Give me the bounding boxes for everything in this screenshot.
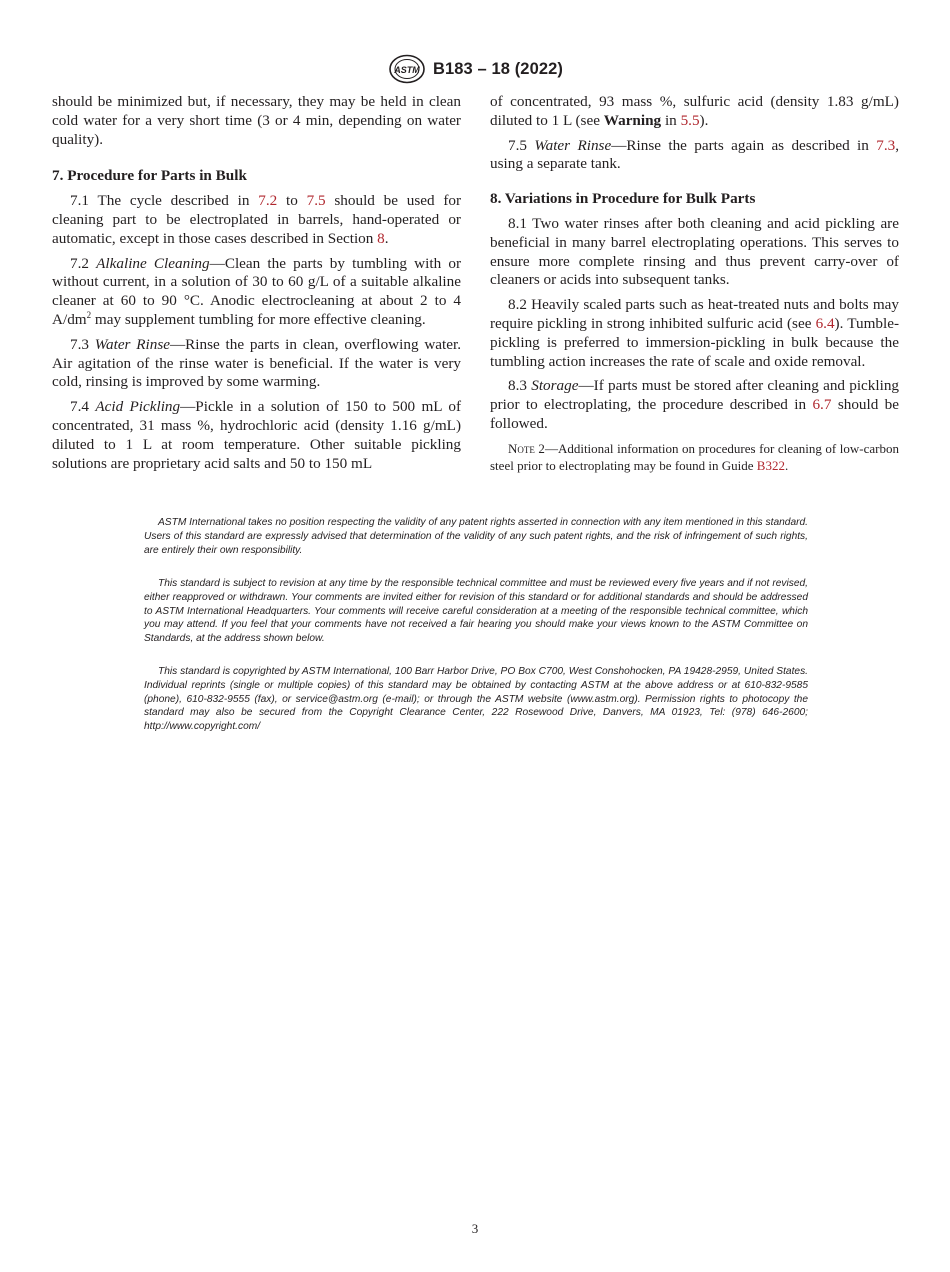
xref-section-8-link[interactable]: 8: [377, 229, 385, 247]
section-7-heading: 7. Procedure for Parts in Bulk: [52, 167, 247, 185]
paragraph-7-2: 7.2 Alkaline Cleaning—Clean the parts by tumbling with or without current, in a solution of 30 to 60 g/L of a suitable alkaline cleaner at 60 to 90 °C. Anodic electrocleaning at about 2 to 4 $A/dm^2$ may supplement tumbling for more effective cleaning.: [52, 254, 461, 328]
paragraph-7-1: 7.1 The cycle described in 7.2 to 7.5 should be used for cleaning part to be electroplated in barrels, hand-operated or automatic, except in those cases described in Section 8.: [52, 192, 462, 247]
xref-7-2-link[interactable]: 7.2: [258, 192, 278, 210]
paragraph-continued: should be minimized but, if necessary, they may be held in clean cold water for a very short time (3 or 4 min, depending on water quality).: [52, 93, 461, 148]
acid-pickling-title: Acid Pickling: [95, 398, 181, 416]
paragraph-8-1: 8.1 Two water rinses after both cleaning and acid pickling are beneficial in many barrel electroplating operations. This serves to ensure more complete rinsing and thus prevent carry-over of cleaners or acids into subsequent tanks.: [490, 214, 899, 289]
storage-title: Storage: [531, 377, 579, 395]
patent-notice: ASTM International takes no position respecting the validity of any patent rights asserted in connection with any item mentioned in this standard. Users of this standard are expressly advised that determination of the validity of any such patent rights, and the risk of infringement of such rights, are entirely their own responsibility.: [144, 517, 808, 556]
page-header: [0, 54, 950, 84]
logo-text: ASTM: [394, 65, 420, 75]
xref-7-3-link[interactable]: 7.3: [876, 136, 896, 154]
paragraph-8-3: 8.3 Storage—If parts must be stored after cleaning and pickling prior to electroplating, the procedure described in 6.7 should be followed.: [490, 377, 900, 432]
left-column: [52, 93, 461, 479]
xref-6-7-link[interactable]: 6.7: [812, 396, 832, 414]
xref-5-5-link[interactable]: 5.5: [680, 111, 700, 129]
standard-designation: B183 – 18 (2022): [432, 59, 564, 78]
paragraph-7-4-continued: of concentrated, 93 mass %, sulfuric acid (density 1.83 g/mL) diluted to 1 L (see Warning in 5.5).: [490, 93, 899, 129]
revision-notice: This standard is subject to revision at any time by the responsible technical committee and must be reviewed every five years and if not revised, either reapproved or withdrawn. Your comments are invited either for revision of this standard or for additional standards and should be addressed to ASTM International Headquarters. Your comments will receive careful consideration at a meeting of the responsible technical committee, which you may attend. If you feel that your comments have not received a fair hearing you should make your views known to the ASTM Committee on Standards, at the address shown below.: [144, 578, 808, 645]
warning-label: Warning: [603, 111, 662, 129]
section-8-heading: 8. Variations in Procedure for Bulk Parts: [490, 190, 756, 208]
copyright-notice: This standard is copyrighted by ASTM International, 100 Barr Harbor Drive, PO Box C700, West Conshohocken, PA 19428-2959, United States. Individual reprints (single or multiple copies) of this standard may be obtained by contacting ASTM at the above address or at 610-832-9585 (phone), 610-832-9555 (fax), or service@astm.org (e-mail); or through the ASTM website (www.astm.org). Permission rights to photocopy the standard may also be secured from the Copyright Clearance Center, 222 Rosewood Drive, Danvers, MA 01923, Tel: (978) 646-2600; http://www.copyright.com/: [144, 666, 808, 733]
water-rinse-title-2: Water Rinse: [534, 136, 612, 154]
xref-6-4-link[interactable]: 6.4: [815, 314, 835, 332]
page-number: 3: [471, 1221, 479, 1236]
paragraph-7-4: 7.4 Acid Pickling—Pickle in a solution of 150 to 500 mL of concentrated, 31 mass %, hydrochloric acid (density 1.16 g/mL) diluted to 1 L at room temperature. Other suitable pickling solutions are proprietary acid salts and 50 to 150 mL: [52, 398, 462, 472]
right-column: [490, 93, 899, 475]
note-label: Note 2: [508, 440, 545, 456]
water-rinse-title: Water Rinse: [94, 335, 170, 353]
paragraph-7-3: 7.3 Water Rinse—Rinse the parts in clean, overflowing water. Air agitation of the rinse water is beneficial. If the water is very cold, rinsing is improved by some warming.: [52, 335, 461, 391]
xref-b322-link[interactable]: B322: [756, 458, 785, 474]
paragraph-7-5: 7.5 Water Rinse—Rinse the parts again as described in 7.3, using a separate tank.: [490, 136, 900, 173]
paragraph-8-2: 8.2 Heavily scaled parts such as heat-treated nuts and bolts may require pickling in strong inhibited sulfuric acid (see 6.4). Tumble-pickling is preferred to immersion-pickling in bulk because the tumbling action increases the rate of scale and oxide removal.: [490, 296, 899, 370]
alkaline-cleaning-title: Alkaline Cleaning: [96, 254, 210, 272]
note-2: Note 2—Additional information on procedures for cleaning of low-carbon steel prior to electroplating may be found in Guide B322.: [490, 440, 899, 474]
astm-logo-icon: [387, 54, 427, 84]
xref-7-5-link[interactable]: 7.5: [306, 192, 326, 210]
